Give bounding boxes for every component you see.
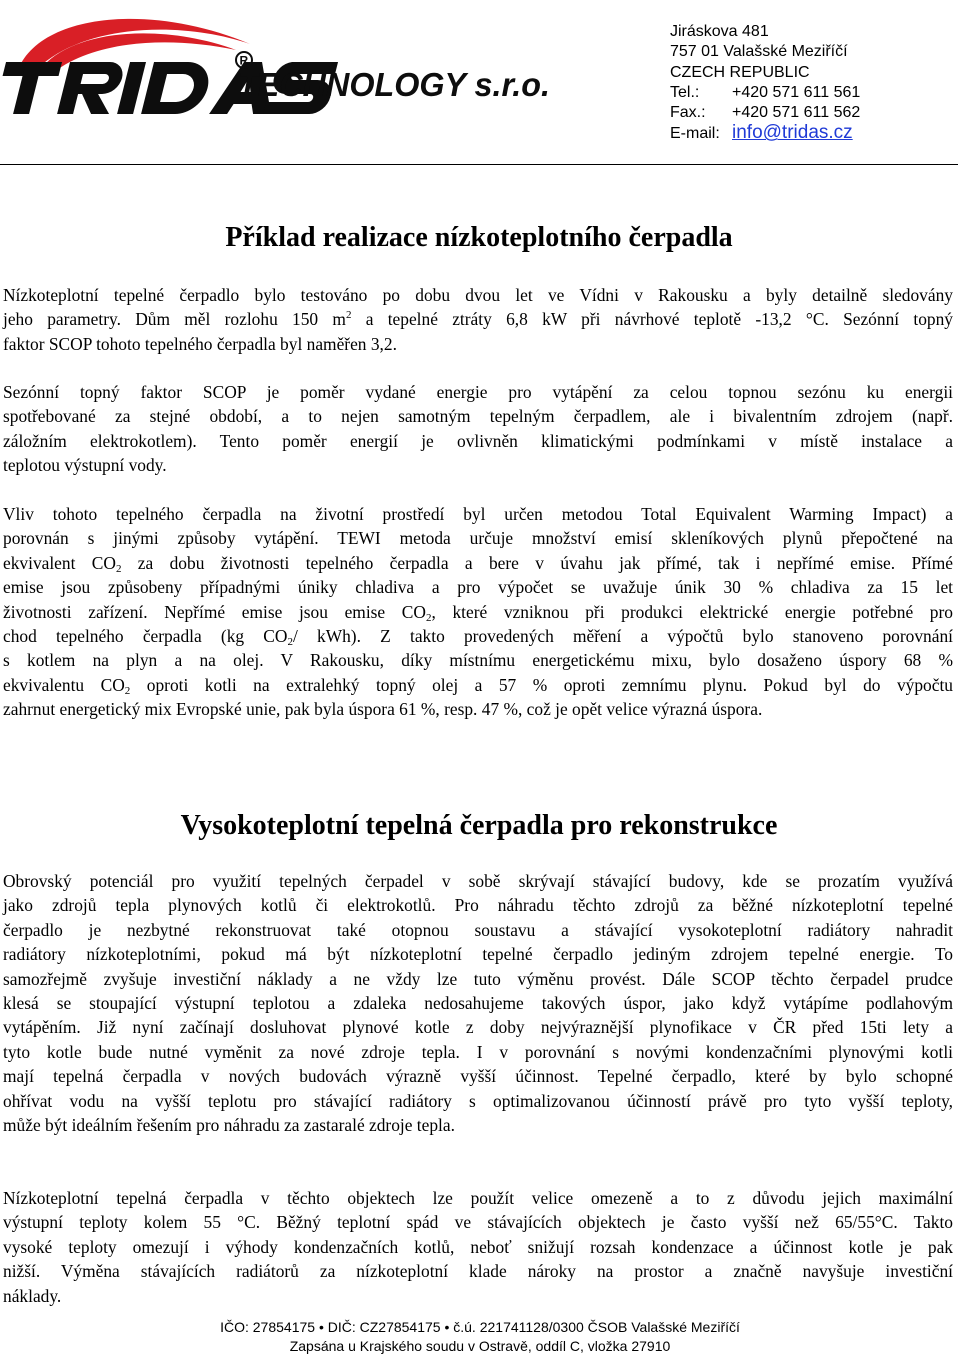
address-street: Jiráskova 481 — [670, 23, 769, 40]
company-logo — [0, 6, 560, 138]
contact-block — [670, 22, 860, 145]
section2-title: Vysokoteplotní tepelná čerpadla pro rekonstrukce — [180, 810, 778, 841]
footer-registration: Zapsána u Krajského soudu v Ostravě, oddíl C, vložka 27910 — [289, 1338, 671, 1354]
text-line: klesá se stoupající výstupní teplotou a zdaleka nedosahujeme takových úspor, jako když vytápíme podlahovým — [3, 993, 953, 1014]
address-country: CZECH REPUBLIC — [670, 63, 810, 81]
footer-company-ids: IČO: 27854175 • DIČ: CZ27854175 • č.ú. 221741128/0300 ČSOB Valašské Meziříčí — [220, 1319, 740, 1335]
text-line: emise jsou způsobeny případnými úniky chladiva a pro výpočet se uvažuje únik 30 % chladiva za 15 let — [3, 577, 953, 598]
text-line: nižší. Výměna stávajících radiátorů za nízkoteplotní klade nároky na prostor a značně navyšuje investiční — [3, 1261, 953, 1282]
section1-paragraph-1 — [3, 283, 953, 356]
text-line: zahrnut energetický mix Evropské unie, pak byla úspora 61 %, resp. 47 %, což je opět velice výrazná úspora. — [3, 699, 763, 720]
section2-paragraph-1 — [3, 869, 953, 1137]
tridas-logo-icon — [0, 6, 560, 138]
email-link[interactable]: info@tridas.cz — [732, 122, 853, 144]
address-city: 757 01 Valašské Meziříčí — [670, 43, 848, 61]
email-row — [670, 123, 860, 144]
text-line: faktor SCOP tohoto tepelného čerpadla byl naměřen 3,2. — [3, 333, 397, 354]
text-line: náklady. — [3, 1285, 62, 1306]
section1-paragraph-2 — [3, 380, 953, 478]
text-line: teplotou výstupní vody. — [3, 455, 167, 476]
text-line: tyto kotle bude nutné vyměnit za nové zdroje tepla. I v porovnání s novými kondenzačními plynovými kotli — [3, 1041, 953, 1062]
text-line: jako zdrojů tepla plynových kotlů či elektrokotlů. Pro náhradu těchto zdrojů za běžné nízkoteplotní tepelné — [3, 895, 953, 916]
section1-title: Příklad realizace nízkoteplotního čerpadla — [225, 222, 733, 253]
text-line: vytápěním. Již nyní začínají dosluhovat plynové kotle z doby nejvýraznější plynofikace v ČR před 15ti lety a — [3, 1017, 953, 1038]
svg-text:R: R — [239, 53, 249, 68]
section1-paragraph-3 — [3, 502, 953, 722]
text-line: Vliv tohoto tepelného čerpadla na životní prostředí byl určen metodou Total Equivalent Warming Impact) a — [3, 504, 953, 524]
text-line: radiátory nízkoteplotními, pokud má být nízkoteplotní tepelné čerpadlo jediným zdrojem tepelné energie. To — [3, 944, 953, 965]
text-line: ohřívat vodu na vyšší teplotu pro stávající radiátory s optimalizovanou účinností právě pro tyto vyšší teploty, — [3, 1090, 953, 1111]
phone-number: +420 571 611 561 — [732, 83, 861, 101]
header-divider — [0, 164, 958, 165]
svg-text:TECHNOLOGY s.r.o.: TECHNOLOGY s.r.o. — [238, 66, 550, 103]
text-line: může být ideálním řešením pro náhradu za zastaralé zdroje tepla. — [3, 1115, 455, 1136]
text-line: vysoké teploty omezují i výhody kondenzačních kotlů, neboť snižují rozsah kondenzace a účinnost kotle je pak — [3, 1236, 953, 1257]
fax-label: Fax.: — [670, 104, 706, 122]
text-line: záložním elektrokotlem). Tento poměr energií je ovlivněn klimatickými podmínkami v místě instalace a — [3, 430, 953, 451]
text-line: samozřejmě zvyšuje investiční náklady a ne vždy lze tuto výměnu provést. Dále SCOP těchto čerpadel prudce — [3, 968, 953, 989]
fax-number: +420 571 611 562 — [732, 104, 861, 122]
text-line: čerpadlo je nezbytné rekonstruovat také otopnou soustavu a stávající vysokoteplotní radiátory nahradit — [3, 919, 953, 940]
text-line: Obrovský potenciál pro využití tepelných čerpadel v sobě skrývají stávající budovy, kde se prozatím využívá — [3, 871, 953, 891]
text-line: chod tepelného čerpadla (kg $CO_2/$ kWh). Z takto provedených měření a výpočtů bylo stanoveno porovnání — [3, 626, 953, 649]
text-line: Nízkoteplotní tepelné čerpadlo bylo testováno po dobu dvou let ve Vídni v Rakousku a byly detailně sledovány — [3, 285, 953, 305]
text-line: výstupní teploty kolem 55 °C. Běžný teplotní spád ve stávajících objektech je často vyšší než 65/55°C. Takto — [3, 1212, 953, 1233]
phone-label: Tel.: — [670, 83, 700, 101]
text-line: životnosti zařízení. Nepřímé emise jsou emise $CO_2$, které vzniknou při produkci elektrické energie potřebné pro — [3, 601, 953, 624]
fax-row — [670, 103, 860, 123]
text-line: mají tepelná čerpadla v nových budovách výrazně vyšší účinnost. Tepelné čerpadlo, které by bylo schopné — [3, 1066, 953, 1087]
email-label: E-mail: — [670, 125, 720, 143]
text-line: ekvivalentu $CO_2$ oproti kotli na extralehký topný olej a 57 % oproti zemnímu plynu. Pokud byl do výpočtu — [3, 674, 953, 697]
section2-paragraph-2 — [3, 1186, 953, 1308]
text-line: spotřebované za stejné období, a to nejen samotným tepelným čerpadlem, ale i bivalentním zdrojem (např. — [3, 406, 953, 427]
text-line: Sezónní topný faktor SCOP je poměr vydané energie pro vytápění za celou topnou sezónu ku energii — [3, 382, 953, 402]
phone-row — [670, 83, 860, 103]
text-line: ekvivalent $CO_2$ za dobu životnosti tepelného čerpadla a bere v úvahu jak přímé, tak i nepřímé emise. Přímé — [3, 552, 953, 575]
text-line: jeho parametry. Dům měl rozlohu 150 $m^2$ a tepelné ztráty 6,8 kW při návrhové teplotě -13,2 °C. Sezónní topný — [3, 309, 953, 330]
text-line: Nízkoteplotní tepelná čerpadla v těchto objektech lze použít velice omezeně a to z důvodu jejich maximální — [3, 1188, 953, 1208]
text-line: porovnán s jinými způsoby vytápění. TEWI metoda určuje množství emisí skleníkových plynů přepočtené na — [3, 528, 953, 549]
text-line: s kotlem na plyn a na olej. V Rakousku, díky místnímu energetickému mixu, bylo dosaženo úspory 68 % — [3, 650, 953, 671]
